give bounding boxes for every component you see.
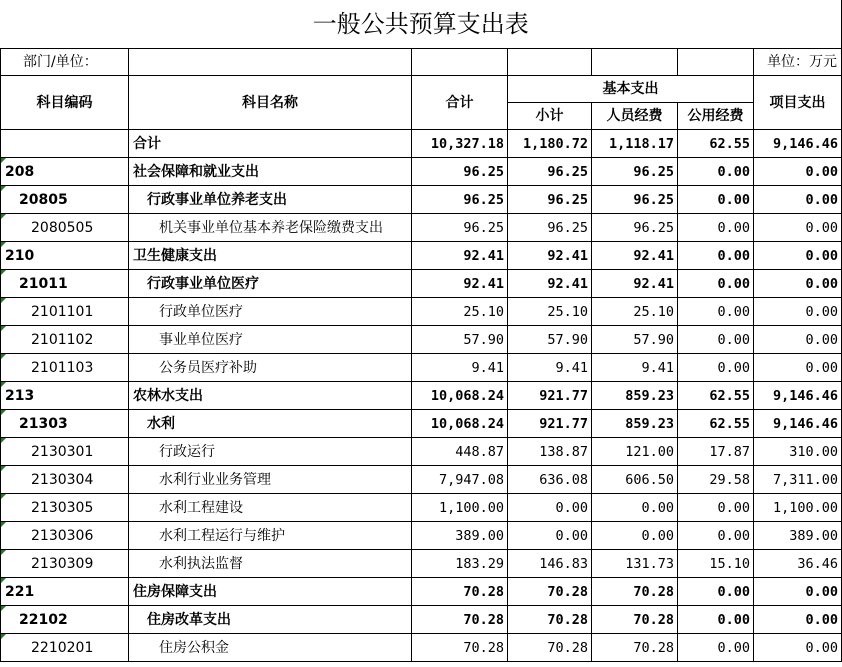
header-personnel: 人员经费: [592, 103, 678, 130]
row-personnel-cell[interactable]: 121.00: [592, 438, 678, 466]
header-basic: 基本支出: [508, 76, 754, 103]
table-row: [1, 242, 842, 270]
table-row: [1, 130, 842, 158]
dept-value-cell[interactable]: [129, 49, 412, 76]
row-public-cell[interactable]: 0.00: [678, 242, 754, 270]
table-row: [1, 270, 842, 298]
row-subtotal-cell[interactable]: 92.41: [508, 270, 592, 298]
row-code-cell[interactable]: 2130304: [1, 466, 129, 494]
row-project-cell[interactable]: 310.00: [754, 438, 842, 466]
row-personnel-cell[interactable]: 131.73: [592, 550, 678, 578]
row-code-cell[interactable]: 2130306: [1, 522, 129, 550]
row-subtotal-cell[interactable]: 25.10: [508, 298, 592, 326]
row-name-cell[interactable]: 水利执法监督: [129, 550, 412, 578]
row-project-cell[interactable]: 9,146.46: [754, 130, 842, 158]
row-code-cell[interactable]: 2101102: [1, 326, 129, 354]
row-name-cell[interactable]: 住房公积金: [129, 634, 412, 662]
row-project-cell[interactable]: 0.00: [754, 158, 842, 186]
meta-empty-cell[interactable]: [678, 49, 754, 76]
row-code-cell[interactable]: 2210201: [1, 634, 129, 662]
row-project-cell[interactable]: 36.46: [754, 550, 842, 578]
row-name-cell[interactable]: 合计: [129, 130, 412, 158]
row-public-cell[interactable]: 0.00: [678, 494, 754, 522]
table-row: [1, 606, 842, 634]
row-code-cell[interactable]: 21011: [1, 270, 129, 298]
row-name-cell[interactable]: 住房改革支出: [129, 606, 412, 634]
row-personnel-cell[interactable]: 92.41: [592, 242, 678, 270]
row-code-cell[interactable]: 2101103: [1, 354, 129, 382]
meta-empty-cell[interactable]: [592, 49, 678, 76]
row-public-cell[interactable]: 29.58: [678, 466, 754, 494]
row-public-cell[interactable]: 15.10: [678, 550, 754, 578]
row-public-cell[interactable]: 0.00: [678, 186, 754, 214]
row-subtotal-cell[interactable]: 57.90: [508, 326, 592, 354]
row-personnel-cell[interactable]: 92.41: [592, 270, 678, 298]
row-public-cell[interactable]: 0.00: [678, 214, 754, 242]
row-project-cell[interactable]: 0.00: [754, 634, 842, 662]
row-subtotal-cell[interactable]: 96.25: [508, 158, 592, 186]
row-code-cell[interactable]: [1, 130, 129, 158]
row-public-cell[interactable]: 0.00: [678, 158, 754, 186]
row-project-cell[interactable]: 1,100.00: [754, 494, 842, 522]
row-personnel-cell[interactable]: 70.28: [592, 578, 678, 606]
row-subtotal-cell[interactable]: 1,180.72: [508, 130, 592, 158]
row-personnel-cell[interactable]: 859.23: [592, 382, 678, 410]
row-total-cell[interactable]: 70.28: [412, 606, 508, 634]
row-personnel-cell[interactable]: 0.00: [592, 494, 678, 522]
row-subtotal-cell[interactable]: 70.28: [508, 578, 592, 606]
row-personnel-cell[interactable]: 96.25: [592, 158, 678, 186]
row-public-cell[interactable]: 17.87: [678, 438, 754, 466]
table-row: [1, 186, 842, 214]
row-project-cell[interactable]: 0.00: [754, 214, 842, 242]
table-row: [1, 298, 842, 326]
header-code: 科目编码: [1, 76, 129, 130]
row-name-cell[interactable]: 社会保障和就业支出: [129, 158, 412, 186]
row-personnel-cell[interactable]: 606.50: [592, 466, 678, 494]
row-code-cell[interactable]: 2130301: [1, 438, 129, 466]
row-subtotal-cell[interactable]: 0.00: [508, 522, 592, 550]
row-subtotal-cell[interactable]: 138.87: [508, 438, 592, 466]
row-name-cell[interactable]: 卫生健康支出: [129, 242, 412, 270]
row-name-cell[interactable]: 住房保障支出: [129, 578, 412, 606]
row-project-cell[interactable]: 0.00: [754, 606, 842, 634]
table-row: [1, 466, 842, 494]
row-name-cell[interactable]: 事业单位医疗: [129, 326, 412, 354]
row-name-cell[interactable]: 行政运行: [129, 438, 412, 466]
row-project-cell[interactable]: 7,311.00: [754, 466, 842, 494]
row-project-cell[interactable]: 389.00: [754, 522, 842, 550]
row-code-cell[interactable]: 213: [1, 382, 129, 410]
row-total-cell[interactable]: 96.25: [412, 214, 508, 242]
table-row: [1, 158, 842, 186]
row-public-cell[interactable]: 62.55: [678, 382, 754, 410]
row-public-cell[interactable]: 0.00: [678, 578, 754, 606]
header-subtotal: 小计: [508, 103, 592, 130]
row-personnel-cell[interactable]: 9.41: [592, 354, 678, 382]
row-code-cell[interactable]: 221: [1, 578, 129, 606]
row-code-cell[interactable]: 21303: [1, 410, 129, 438]
table-row: [1, 410, 842, 438]
row-public-cell[interactable]: 0.00: [678, 354, 754, 382]
row-total-cell[interactable]: 70.28: [412, 634, 508, 662]
row-total-cell[interactable]: 57.90: [412, 326, 508, 354]
row-total-cell[interactable]: 9.41: [412, 354, 508, 382]
row-subtotal-cell[interactable]: 9.41: [508, 354, 592, 382]
row-name-cell[interactable]: 行政事业单位医疗: [129, 270, 412, 298]
row-subtotal-cell[interactable]: 146.83: [508, 550, 592, 578]
row-name-cell[interactable]: 机关事业单位基本养老保险缴费支出: [129, 214, 412, 242]
row-code-cell[interactable]: 210: [1, 242, 129, 270]
meta-empty-cell[interactable]: [508, 49, 592, 76]
row-total-cell[interactable]: 448.87: [412, 438, 508, 466]
table-row: [1, 550, 842, 578]
header-total: 合计: [412, 76, 508, 130]
table-row: [1, 438, 842, 466]
row-total-cell[interactable]: 96.25: [412, 158, 508, 186]
row-project-cell[interactable]: 0.00: [754, 326, 842, 354]
row-subtotal-cell[interactable]: 636.08: [508, 466, 592, 494]
row-subtotal-cell[interactable]: 96.25: [508, 214, 592, 242]
row-subtotal-cell[interactable]: 70.28: [508, 634, 592, 662]
row-code-cell[interactable]: 20805: [1, 186, 129, 214]
row-project-cell[interactable]: 0.00: [754, 270, 842, 298]
row-project-cell[interactable]: 0.00: [754, 354, 842, 382]
row-subtotal-cell[interactable]: 921.77: [508, 410, 592, 438]
row-total-cell[interactable]: 1,100.00: [412, 494, 508, 522]
row-project-cell[interactable]: 0.00: [754, 298, 842, 326]
table-row: [1, 382, 842, 410]
row-personnel-cell[interactable]: 70.28: [592, 606, 678, 634]
row-total-cell[interactable]: 70.28: [412, 578, 508, 606]
row-subtotal-cell[interactable]: 0.00: [508, 494, 592, 522]
row-project-cell[interactable]: 9,146.46: [754, 410, 842, 438]
row-personnel-cell[interactable]: 0.00: [592, 522, 678, 550]
row-public-cell[interactable]: 0.00: [678, 326, 754, 354]
row-name-cell[interactable]: 水利行业业务管理: [129, 466, 412, 494]
table-row: [1, 494, 842, 522]
unit-label: 单位：万元: [754, 49, 842, 76]
row-personnel-cell[interactable]: 96.25: [592, 214, 678, 242]
row-project-cell[interactable]: 0.00: [754, 186, 842, 214]
row-name-cell[interactable]: 水利: [129, 410, 412, 438]
row-public-cell[interactable]: 62.55: [678, 410, 754, 438]
row-code-cell[interactable]: 2130305: [1, 494, 129, 522]
row-name-cell[interactable]: 水利工程运行与维护: [129, 522, 412, 550]
table-row: [1, 354, 842, 382]
row-personnel-cell[interactable]: 57.90: [592, 326, 678, 354]
row-name-cell[interactable]: 行政事业单位养老支出: [129, 186, 412, 214]
row-code-cell[interactable]: 2080505: [1, 214, 129, 242]
table-row: [1, 634, 842, 662]
row-code-cell[interactable]: 2130309: [1, 550, 129, 578]
row-name-cell[interactable]: 水利工程建设: [129, 494, 412, 522]
row-total-cell[interactable]: 10,068.24: [412, 410, 508, 438]
row-public-cell[interactable]: 0.00: [678, 298, 754, 326]
row-personnel-cell[interactable]: 25.10: [592, 298, 678, 326]
row-subtotal-cell[interactable]: 96.25: [508, 186, 592, 214]
row-total-cell[interactable]: 10,327.18: [412, 130, 508, 158]
row-project-cell[interactable]: 0.00: [754, 578, 842, 606]
row-personnel-cell[interactable]: 70.28: [592, 634, 678, 662]
row-public-cell[interactable]: 62.55: [678, 130, 754, 158]
table-row: [1, 326, 842, 354]
row-personnel-cell[interactable]: 1,118.17: [592, 130, 678, 158]
row-code-cell[interactable]: 2101101: [1, 298, 129, 326]
row-name-cell[interactable]: 农林水支出: [129, 382, 412, 410]
row-personnel-cell[interactable]: 859.23: [592, 410, 678, 438]
header-project: 项目支出: [754, 76, 842, 130]
header-public: 公用经费: [678, 103, 754, 130]
row-total-cell[interactable]: 10,068.24: [412, 382, 508, 410]
row-name-cell[interactable]: 行政单位医疗: [129, 298, 412, 326]
dept-label: 部门/单位：: [1, 49, 129, 76]
row-subtotal-cell[interactable]: 921.77: [508, 382, 592, 410]
meta-empty-cell[interactable]: [412, 49, 508, 76]
table-row: [1, 214, 842, 242]
page-title: 一般公共预算支出表: [1, 0, 842, 49]
row-subtotal-cell[interactable]: 70.28: [508, 606, 592, 634]
table-row: [1, 578, 842, 606]
row-public-cell[interactable]: 0.00: [678, 270, 754, 298]
row-total-cell[interactable]: 389.00: [412, 522, 508, 550]
row-public-cell[interactable]: 0.00: [678, 606, 754, 634]
row-total-cell[interactable]: 183.29: [412, 550, 508, 578]
row-subtotal-cell[interactable]: 92.41: [508, 242, 592, 270]
row-total-cell[interactable]: 7,947.08: [412, 466, 508, 494]
table-row: [1, 522, 842, 550]
row-project-cell[interactable]: 9,146.46: [754, 382, 842, 410]
row-public-cell[interactable]: 0.00: [678, 634, 754, 662]
row-code-cell[interactable]: 22102: [1, 606, 129, 634]
row-code-cell[interactable]: 208: [1, 158, 129, 186]
header-name: 科目名称: [129, 76, 412, 130]
row-total-cell[interactable]: 92.41: [412, 270, 508, 298]
row-personnel-cell[interactable]: 96.25: [592, 186, 678, 214]
row-total-cell[interactable]: 92.41: [412, 242, 508, 270]
row-total-cell[interactable]: 96.25: [412, 186, 508, 214]
row-name-cell[interactable]: 公务员医疗补助: [129, 354, 412, 382]
row-project-cell[interactable]: 0.00: [754, 242, 842, 270]
row-public-cell[interactable]: 0.00: [678, 522, 754, 550]
row-total-cell[interactable]: 25.10: [412, 298, 508, 326]
